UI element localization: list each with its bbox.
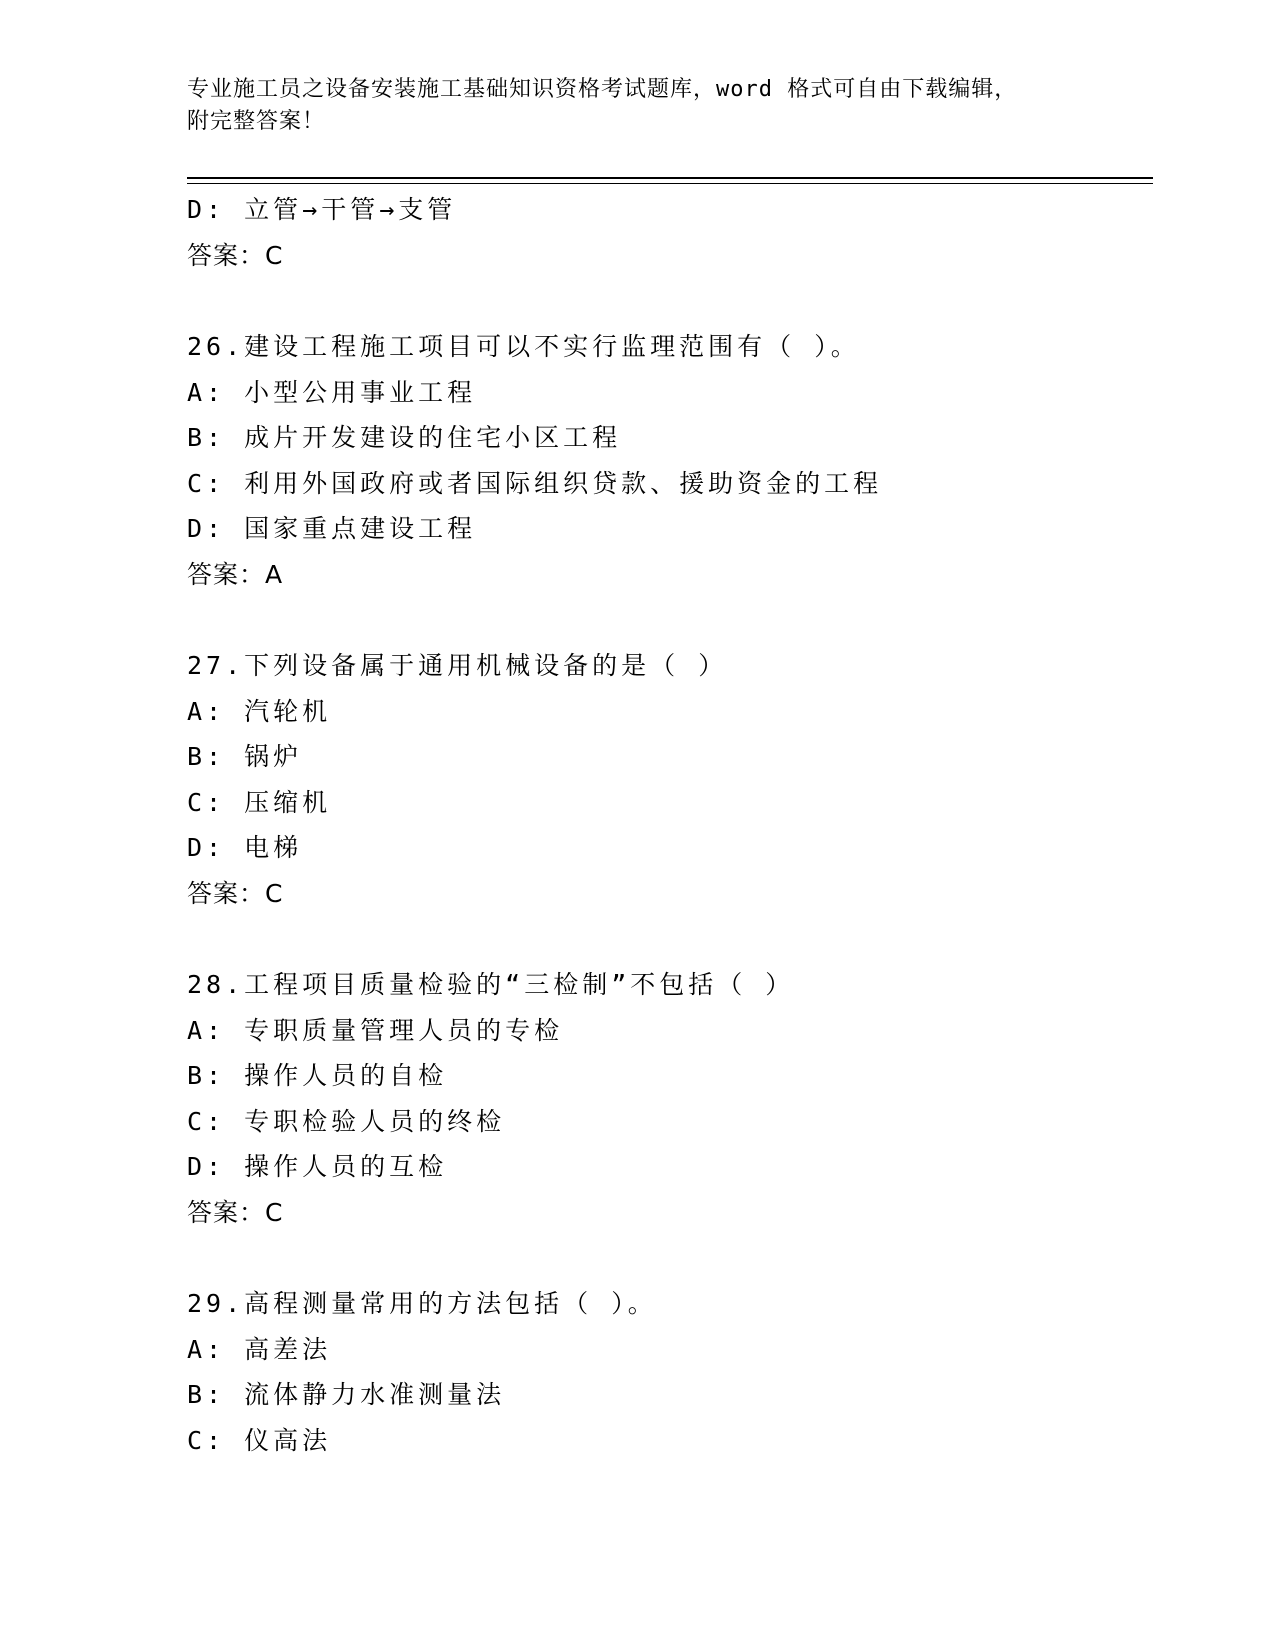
question-stem: 26.建设工程施工项目可以不实行监理范围有（ ）。 xyxy=(187,332,860,361)
header-line-2: 附完整答案！ xyxy=(187,109,326,134)
option-d: D: 国家重点建设工程 xyxy=(187,514,477,543)
spacer xyxy=(187,278,1147,324)
option-b: B: 成片开发建设的住宅小区工程 xyxy=(187,423,622,452)
answer: 答案：C xyxy=(187,1197,284,1227)
option-b: B: 锅炉 xyxy=(187,742,303,771)
spacer xyxy=(187,1235,1147,1281)
option-d: D: 操作人员的互检 xyxy=(187,1152,448,1181)
option-c: C: 仪高法 xyxy=(187,1425,332,1455)
option-c: C: 利用外国政府或者国际组织贷款、援助资金的工程 xyxy=(187,468,883,498)
answer: 答案：C xyxy=(187,240,284,270)
question-list xyxy=(187,187,1147,1463)
header-divider-thin xyxy=(187,183,1153,184)
question-29 xyxy=(187,1281,1147,1463)
question-26 xyxy=(187,324,1147,597)
question-stem: 29.高程测量常用的方法包括（ ）。 xyxy=(187,1289,657,1318)
question-28 xyxy=(187,962,1147,1235)
option-a: A: 汽轮机 xyxy=(187,696,332,726)
option-d: D: 电梯 xyxy=(187,833,303,862)
spacer xyxy=(187,916,1147,962)
option-d: D: 立管→干管→支管 xyxy=(187,195,457,224)
option-c: C: 压缩机 xyxy=(187,787,332,817)
option-a: A: 小型公用事业工程 xyxy=(187,377,477,407)
option-b: B: 操作人员的自检 xyxy=(187,1061,448,1090)
answer: 答案：C xyxy=(187,878,284,908)
option-a: A: 高差法 xyxy=(187,1334,332,1364)
answer: 答案：A xyxy=(187,559,284,589)
header-divider-thick xyxy=(187,177,1153,179)
question-27 xyxy=(187,643,1147,916)
option-a: A: 专职质量管理人员的专检 xyxy=(187,1015,564,1045)
option-b: B: 流体静力水准测量法 xyxy=(187,1380,506,1409)
question-stem: 27.下列设备属于通用机械设备的是（ ） xyxy=(187,651,728,680)
option-c: C: 专职检验人员的终检 xyxy=(187,1106,506,1136)
question-stem: 28.工程项目质量检验的“三检制”不包括（ ） xyxy=(187,970,795,999)
header-line-1: 专业施工员之设备安装施工基础知识资格考试题库，word 格式可自由下载编辑， xyxy=(187,77,1018,102)
spacer xyxy=(187,597,1147,643)
document-header xyxy=(187,74,1087,138)
